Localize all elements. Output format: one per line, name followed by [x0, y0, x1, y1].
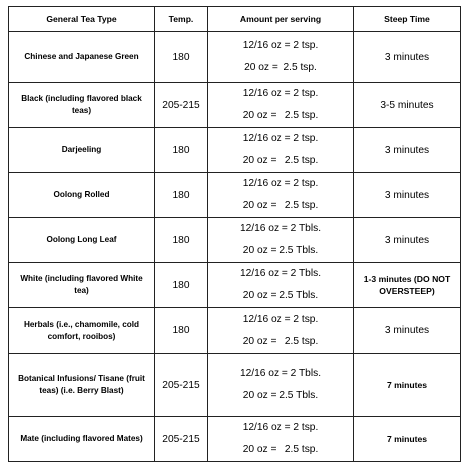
amount-small-serving: 12/16 oz = 2 tsp. [242, 178, 319, 189]
table-row [9, 83, 461, 128]
tea-type-cell: Oolong Long Leaf [9, 218, 155, 263]
steep-time-cell: 3 minutes [354, 173, 461, 218]
amount-large-serving: 20 oz = 2.5 tsp. [242, 110, 319, 121]
amount-small-serving: 12/16 oz = 2 Tbls. [239, 268, 322, 279]
amount-small-serving: 12/16 oz = 2 Tbls. [239, 368, 322, 379]
temp-cell: 205-215 [155, 417, 208, 462]
tea-type-cell: Mate (including flavored Mates) [9, 417, 155, 462]
amount-cell [208, 83, 354, 128]
amount-large-serving: 20 oz = 2.5 tsp. [242, 444, 319, 455]
tea-steeping-table [8, 6, 461, 462]
amount-small-serving: 12/16 oz = 2 tsp. [242, 40, 319, 51]
tea-type-cell: Oolong Rolled [9, 173, 155, 218]
amount-small-serving: 12/16 oz = 2 tsp. [242, 422, 319, 433]
table-row [9, 354, 461, 417]
amount-cell [208, 354, 354, 417]
table-header-row [9, 7, 461, 32]
temp-cell: 180 [155, 263, 208, 308]
header-tea-type: General Tea Type [9, 7, 155, 32]
amount-cell [208, 128, 354, 173]
table-row [9, 218, 461, 263]
table-row [9, 128, 461, 173]
steep-time-cell: 3 minutes [354, 218, 461, 263]
amount-large-serving: 20 oz = 2.5 Tbls. [242, 245, 319, 256]
header-temp: Temp. [155, 7, 208, 32]
amount-large-serving: 20 oz = 2.5 tsp. [242, 335, 319, 347]
temp-cell: 180 [155, 173, 208, 218]
amount-small-serving: 12/16 oz = 2 tsp. [242, 133, 319, 144]
steep-time-cell: 3 minutes [354, 32, 461, 83]
temp-cell: 180 [155, 32, 208, 83]
tea-type-cell: Black (including flavored black teas) [9, 83, 155, 128]
amount-cell [208, 218, 354, 263]
amount-cell [208, 173, 354, 218]
steep-time-cell: 3 minutes [354, 308, 461, 354]
tea-type-cell: Botanical Infusions/ Tisane (fruit teas) (i.e. Berry Blast) [9, 354, 155, 417]
amount-large-serving: 20 oz = 2.5 Tbls. [242, 390, 319, 401]
amount-small-serving: 12/16 oz = 2 tsp. [242, 313, 319, 325]
amount-cell [208, 32, 354, 83]
header-steep-time: Steep Time [354, 7, 461, 32]
tea-type-cell: White (including flavored White tea) [9, 263, 155, 308]
tea-type-cell: Herbals (i.e., chamomile, cold comfort, rooibos) [9, 308, 155, 354]
tea-type-cell: Chinese and Japanese Green [9, 32, 155, 83]
table-row [9, 308, 461, 354]
temp-cell: 180 [155, 128, 208, 173]
temp-cell: 205-215 [155, 354, 208, 417]
amount-large-serving: 20 oz = 2.5 tsp. [242, 155, 319, 166]
header-amount: Amount per serving [208, 7, 354, 32]
steep-time-cell: 7 minutes [354, 417, 461, 462]
amount-large-serving: 20 oz = 2.5 tsp. [242, 200, 319, 211]
tea-type-cell: Darjeeling [9, 128, 155, 173]
amount-cell [208, 263, 354, 308]
steep-time-cell: 3 minutes [354, 128, 461, 173]
steep-time-cell: 7 minutes [354, 354, 461, 417]
table-row [9, 263, 461, 308]
amount-small-serving: 12/16 oz = 2 tsp. [242, 88, 319, 99]
amount-cell [208, 308, 354, 354]
temp-cell: 205-215 [155, 83, 208, 128]
table-row [9, 417, 461, 462]
steep-time-cell: 1-3 minutes (DO NOT OVERSTEEP) [354, 263, 461, 308]
amount-small-serving: 12/16 oz = 2 Tbls. [239, 223, 322, 234]
steep-time-cell: 3-5 minutes [354, 83, 461, 128]
table-row [9, 173, 461, 218]
amount-cell [208, 417, 354, 462]
amount-large-serving: 20 oz = 2.5 tsp. [244, 62, 317, 73]
amount-large-serving: 20 oz = 2.5 Tbls. [242, 290, 319, 301]
temp-cell: 180 [155, 218, 208, 263]
table-row [9, 32, 461, 83]
temp-cell: 180 [155, 308, 208, 354]
